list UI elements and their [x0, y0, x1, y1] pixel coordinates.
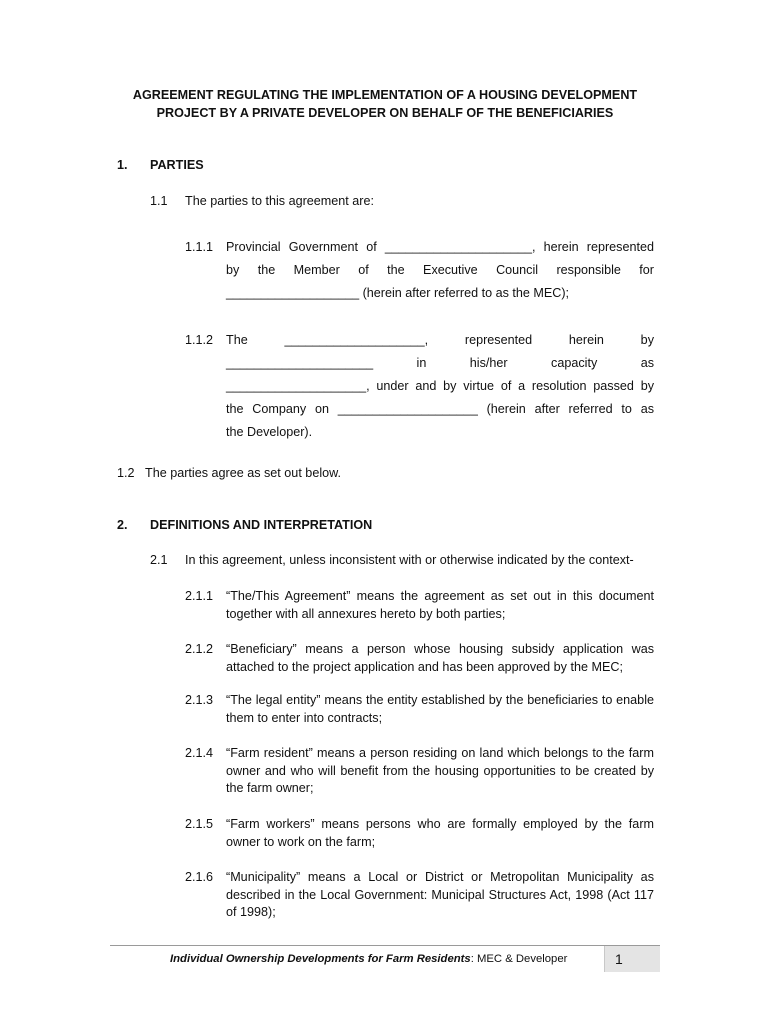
- section-2-heading: DEFINITIONS AND INTERPRETATION: [150, 518, 373, 532]
- clause-1-1-2-line-2: _____________________ in his/her capacity as: [226, 356, 654, 370]
- clause-2-1-3-text: “The legal entity” means the entity established by the beneficiaries to enable them to enter into contracts;: [226, 693, 654, 725]
- clause-2-1-6-number: 2.1.6: [185, 870, 214, 884]
- clause-2-1-5-text: “Farm workers” means persons who are formally employed by the farm owner to work on the farm;: [226, 817, 654, 849]
- clause-2-1-2-number: 2.1.2: [185, 642, 214, 656]
- clause-1-1-1-number: 1.1.1: [185, 240, 214, 254]
- clause-2-1-6-text: “Municipality” means a Local or District or Metropolitan Municipality as described in the Local Government: Municipal Structures Act, 1998 (Act 117 of 1998);: [226, 870, 654, 919]
- section-1-heading: PARTIES: [150, 158, 204, 172]
- footer-caption-rest: : MEC & Developer: [470, 953, 568, 965]
- clause-1-1-2-line-1: The ____________________, represented herein by: [226, 333, 654, 347]
- clause-2-1-3-number: 2.1.3: [185, 693, 214, 707]
- clause-2-1-number: 2.1: [150, 553, 168, 567]
- clause-1-1-text: The parties to this agreement are:: [185, 194, 375, 208]
- clause-2-1-1-text: “The/This Agreement” means the agreement as set out in this document together with all annexures hereto by both parties;: [226, 589, 654, 621]
- section-2-number: 2.: [117, 518, 128, 532]
- clause-1-1-1-line-3: ___________________ (herein after referred to as the MEC);: [226, 286, 570, 300]
- clause-1-1-2-number: 1.1.2: [185, 333, 214, 347]
- clause-2-1-4-number: 2.1.4: [185, 746, 214, 760]
- clause-2-1-5-number: 2.1.5: [185, 817, 214, 831]
- clause-1-1-2-line-4: the Company on ____________________ (herein after referred to as: [226, 402, 654, 416]
- document-title-line-1: AGREEMENT REGULATING THE IMPLEMENTATION OF A HOUSING DEVELOPMENT: [132, 88, 638, 102]
- clause-2-1-4-text: “Farm resident” means a person residing on land which belongs to the farm owner and who will benefit from the housing opportunities to be created by the farm owner;: [226, 746, 654, 795]
- document-title-line-2: PROJECT BY A PRIVATE DEVELOPER ON BEHALF OF THE BENEFICIARIES: [156, 106, 614, 120]
- clause-2-1-1-number: 2.1.1: [185, 589, 214, 603]
- clause-2-1-2-text: “Beneficiary” means a person whose housing subsidy application was attached to the project application and has been approved by the MEC;: [226, 642, 654, 674]
- section-1-number: 1.: [117, 158, 128, 172]
- footer-caption: [170, 952, 567, 966]
- footer-divider: [110, 945, 660, 946]
- clause-1-2-text: The parties agree as set out below.: [145, 466, 342, 480]
- clause-2-1-text: In this agreement, unless inconsistent with or otherwise indicated by the context-: [185, 553, 634, 567]
- footer-caption-bold: Individual Ownership Developments for Farm Residents: [170, 953, 471, 965]
- clause-1-2-number: 1.2: [117, 466, 135, 480]
- clause-1-1-2-line-5: the Developer).: [226, 425, 313, 439]
- clause-1-1-1-line-2: by the Member of the Executive Council responsible for: [226, 263, 654, 277]
- clause-1-1-2-line-3: ____________________, under and by virtue of a resolution passed by: [226, 379, 654, 393]
- clause-1-1-number: 1.1: [150, 194, 168, 208]
- clause-1-1-1-line-1: Provincial Government of _____________________, herein represented: [226, 240, 654, 254]
- page-number: 1: [604, 946, 660, 972]
